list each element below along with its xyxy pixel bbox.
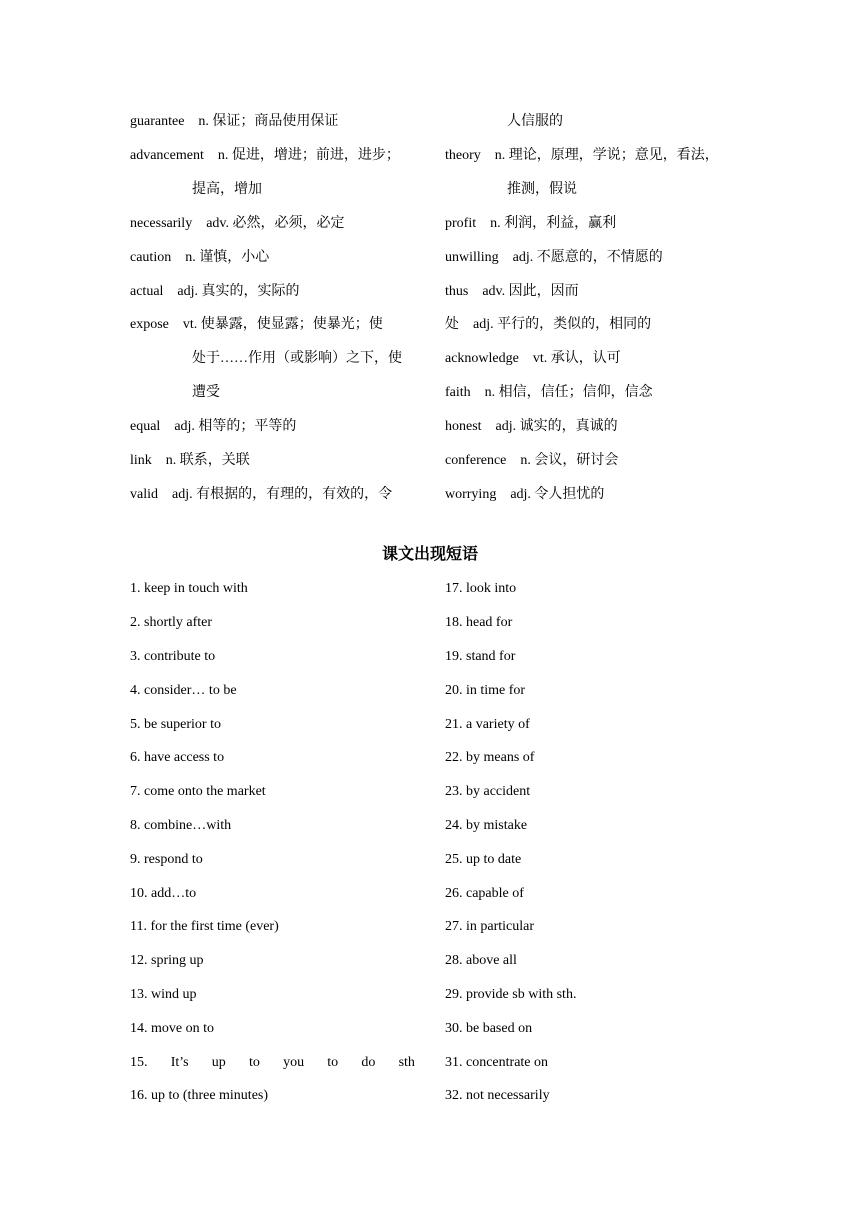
vocab-entry-valid: valid adj. 有根据的，有理的，有效的，令 xyxy=(130,487,393,502)
vocab-entry-honest: honest adj. 诚实的，真诚的 xyxy=(445,419,618,434)
vocab-entry-necessarily: necessarily adv. 必然，必须，必定 xyxy=(130,216,345,231)
phrase-item-23: 23. by accident xyxy=(445,784,531,799)
phrase-item-32: 32. not necessarily xyxy=(445,1088,550,1103)
phrase-item-10: 10. add…to xyxy=(130,886,197,901)
phrase-item-9: 9. respond to xyxy=(130,852,203,867)
vocab-entry-guarantee: guarantee n. 保证；商品使用保证 xyxy=(130,114,339,129)
phrase-item-20: 20. in time for xyxy=(445,683,526,698)
vocab-entry-worrying: worrying adj. 令人担忧的 xyxy=(445,487,605,502)
phrase-item-15-word: up xyxy=(211,1055,226,1070)
vocab-entry-expose: expose vt. 使暴露，使显露；使暴光；使 xyxy=(130,317,383,332)
vocab-entry-thus: thus adv. 因此，因而 xyxy=(445,284,579,299)
vocab-entry-valid-cont: 人信服的 xyxy=(507,114,563,129)
phrase-item-30: 30. be based on xyxy=(445,1021,533,1036)
phrase-item-1: 1. keep in touch with xyxy=(130,581,248,596)
phrase-item-15-word: to xyxy=(327,1055,339,1070)
phrase-item-15-word: sth xyxy=(398,1055,415,1070)
phrase-item-24: 24. by mistake xyxy=(445,818,528,833)
phrase-item-5: 5. be superior to xyxy=(130,717,221,732)
phrase-item-14: 14. move on to xyxy=(130,1021,214,1036)
phrase-item-6: 6. have access to xyxy=(130,750,225,765)
phrase-item-31: 31. concentrate on xyxy=(445,1055,549,1070)
phrase-item-22: 22. by means of xyxy=(445,750,535,765)
phrase-item-21: 21. a variety of xyxy=(445,717,530,732)
vocab-entry-link: link n. 联系，关联 xyxy=(130,453,250,468)
vocab-entry-equal: equal adj. 相等的；平等的 xyxy=(130,419,297,434)
phrase-item-29: 29. provide sb with sth. xyxy=(445,987,577,1002)
vocab-entry-profit: profit n. 利润，利益，赢利 xyxy=(445,216,617,231)
phrase-item-2: 2. shortly after xyxy=(130,615,213,630)
vocab-entry-theory-cont: 推测，假说 xyxy=(507,182,577,197)
vocab-entry-theory: theory n. 理论，原理，学说；意见，看法， xyxy=(445,148,719,163)
phrase-item-28: 28. above all xyxy=(445,953,517,968)
vocab-entry-conference: conference n. 会议，研讨会 xyxy=(445,453,619,468)
phrase-item-15 xyxy=(130,1054,415,1072)
phrase-item-15-word: It’s xyxy=(170,1055,189,1070)
phrase-item-15-number: 15. xyxy=(130,1055,148,1070)
vocab-entry-expose-cont: 处于……作用（或影响）之下，使 xyxy=(192,351,402,366)
phrase-item-27: 27. in particular xyxy=(445,919,535,934)
phrase-item-26: 26. capable of xyxy=(445,886,524,901)
phrase-item-11: 11. for the first time (ever) xyxy=(130,919,279,934)
phrase-item-12: 12. spring up xyxy=(130,953,204,968)
phrase-item-19: 19. stand for xyxy=(445,649,516,664)
phrase-item-8: 8. combine…with xyxy=(130,818,232,833)
vocab-entry-advancement-cont: 提高，增加 xyxy=(192,182,262,197)
phrase-item-7: 7. come onto the market xyxy=(130,784,266,799)
phrase-item-3: 3. contribute to xyxy=(130,649,216,664)
phrase-item-15-word: to xyxy=(249,1055,260,1070)
vocab-entry-parallel: 处 adj. 平行的，类似的，相同的 xyxy=(445,317,652,332)
vocab-entry-expose-cont2: 遭受 xyxy=(192,385,220,400)
vocab-entry-actual: actual adj. 真实的，实际的 xyxy=(130,284,300,299)
vocab-entry-faith: faith n. 相信，信任；信仰，信念 xyxy=(445,385,653,400)
vocab-entry-caution: caution n. 谨慎，小心 xyxy=(130,250,270,265)
vocab-entry-advancement: advancement n. 促进，增进；前进，进步； xyxy=(130,148,400,163)
phrase-item-25: 25. up to date xyxy=(445,852,522,867)
phrase-item-15-word: do xyxy=(361,1055,376,1070)
section-title: 课文出现短语 xyxy=(381,544,478,563)
vocab-entry-unwilling: unwilling adj. 不愿意的，不情愿的 xyxy=(445,250,663,265)
phrase-item-16: 16. up to (three minutes) xyxy=(130,1088,269,1103)
vocab-entry-acknowledge: acknowledge vt. 承认，认可 xyxy=(445,351,621,366)
phrase-item-13: 13. wind up xyxy=(130,987,197,1002)
phrase-item-18: 18. head for xyxy=(445,615,513,630)
phrase-item-4: 4. consider… to be xyxy=(130,683,237,698)
phrase-item-15-word: you xyxy=(283,1055,305,1070)
phrase-item-17: 17. look into xyxy=(445,581,517,596)
